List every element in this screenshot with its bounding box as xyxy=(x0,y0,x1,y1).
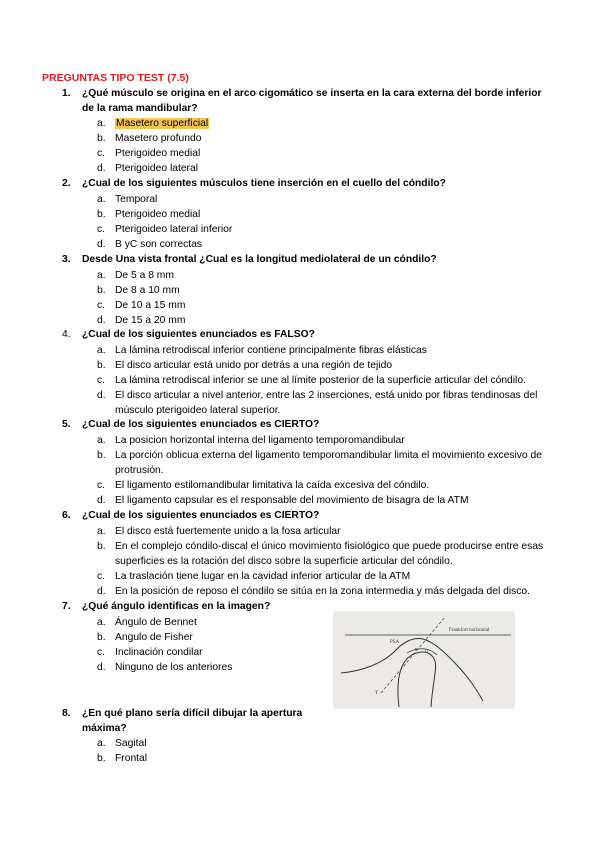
option-d[interactable]: d. El disco articular a nivel anterior, entre las 2 inserciones, está unido por fibras tendinosas del músculo pterigoideo lateral superior. xyxy=(97,390,538,416)
option-d[interactable]: d. En la posición de reposo el cóndilo se sitúa en la zona intermedia y más delgada del disco. xyxy=(97,586,530,597)
option-d[interactable]: d. Pterigoideo lateral xyxy=(97,163,198,174)
option-a[interactable]: a. Sagital xyxy=(97,738,147,749)
option-a[interactable]: a. El disco está fuertemente unido a la fosa articular xyxy=(97,526,341,537)
condylar-angle-figure xyxy=(333,611,515,709)
options-1 xyxy=(97,116,557,176)
question-text: Desde Una vista frontal ¿Cual es la longitud mediolateral de un cóndilo? xyxy=(82,254,437,265)
option-b[interactable]: b. Pterigoideo medial xyxy=(97,209,201,220)
option-c[interactable]: c. Pterigoideo lateral inferior xyxy=(97,224,233,235)
condyle-diagram xyxy=(333,611,515,709)
option-d[interactable]: d. Ninguno de los anteriores xyxy=(97,662,233,673)
fossa-contour xyxy=(341,639,483,701)
option-b[interactable]: b. La porción oblicua externa del ligamento temporomandibular limita el movimiento excesivo de protrusión. xyxy=(97,450,542,476)
question-text: ¿Cual de los siguientes músculos tiene inserción en el cuello del cóndilo? xyxy=(82,178,446,189)
question-text: ¿Cual de los siguientes enunciados es CIERTO? xyxy=(82,510,320,521)
condyle-contour xyxy=(398,652,436,707)
question-text: ¿Qué músculo se origina en el arco cigomático se inserta en la cara externa del borde inferior de la rama mandibular? xyxy=(82,88,542,114)
u-label: U xyxy=(425,649,429,654)
option-c[interactable]: c. Inclinación condilar xyxy=(97,647,203,658)
options-2 xyxy=(97,192,557,252)
question-number: 1. xyxy=(62,88,71,99)
question-number: 5. xyxy=(62,419,71,430)
p-label: P xyxy=(415,647,418,652)
question-text: ¿Cual de los siguientes enunciados es FALSO? xyxy=(82,329,315,340)
option-a[interactable]: a. La posicion horizontal interna del ligamento temporomandibular xyxy=(97,435,405,446)
option-b[interactable]: b. El disco articular está unido por detrás a una región de tejido xyxy=(97,360,393,371)
question-1 xyxy=(62,87,552,116)
option-b[interactable]: b. Frontal xyxy=(97,753,148,764)
option-d[interactable]: d. De 15 a 20 mm xyxy=(97,315,186,326)
page-title: PREGUNTAS TIPO TEST (7.5) xyxy=(42,72,189,84)
option-c[interactable]: c. La lámina retrodiscal inferior se une al límite posterior de la superficie articular del cóndilo. xyxy=(97,375,526,386)
options-4 xyxy=(97,343,557,418)
option-a[interactable]: a. Temporal xyxy=(97,194,158,205)
highlighted-answer: Masetero superficial xyxy=(116,118,209,129)
question-5 xyxy=(62,418,552,433)
option-c[interactable]: c. La traslación tiene lugar en la cavidad inferior articular de la ATM xyxy=(97,571,411,582)
question-number: 2. xyxy=(62,178,71,189)
options-7 xyxy=(97,615,317,675)
question-number: 7. xyxy=(62,601,71,612)
option-a[interactable]: a. Masetero superficial xyxy=(97,118,209,129)
option-c[interactable]: c. De 10 a 15 mm xyxy=(97,300,186,311)
option-c[interactable]: c. El ligamento estilomandibular limitativa la caída excesiva del cóndilo. xyxy=(97,480,430,491)
psa-label: PSA xyxy=(390,640,400,645)
question-number: 6. xyxy=(62,510,71,521)
question-text: ¿Cual de los siguientes enunciados es CIERTO? xyxy=(82,419,320,430)
question-number: 3. xyxy=(62,254,71,265)
question-4 xyxy=(62,328,552,343)
option-c[interactable]: c. Pterigoideo medial xyxy=(97,148,201,159)
options-3 xyxy=(97,268,557,328)
option-a[interactable]: a. De 5 a 8 mm xyxy=(97,270,174,281)
frankfort-label: Frankfort horizontal xyxy=(449,628,490,633)
question-8 xyxy=(62,707,322,736)
question-number: 4. xyxy=(62,329,71,340)
option-d[interactable]: d. B yC son correctas xyxy=(97,239,202,250)
options-6 xyxy=(97,524,557,599)
question-text: ¿En qué plano sería difícil dibujar la apertura máxima? xyxy=(82,708,303,734)
question-2 xyxy=(62,177,552,192)
question-3 xyxy=(62,253,552,268)
option-b[interactable]: b. De 8 a 10 mm xyxy=(97,285,180,296)
question-text: ¿Qué ángulo identificas en la imagen? xyxy=(82,601,271,612)
option-b[interactable]: b. Masetero profundo xyxy=(97,133,202,144)
options-5 xyxy=(97,433,557,508)
question-6 xyxy=(62,509,552,524)
question-number: 8. xyxy=(62,708,71,719)
option-b[interactable]: b. Angulo de Fisher xyxy=(97,632,193,643)
option-b[interactable]: b. En el complejo cóndilo-discal el único movimiento fisiológico que puede producirse entre esas superficies es la rotación del disco sobre la superficie articular del cóndilo. xyxy=(97,541,544,567)
question-7 xyxy=(62,600,322,615)
t-label: T xyxy=(375,691,379,696)
options-8 xyxy=(97,736,317,766)
option-d[interactable]: d. El ligamento capsular es el responsable del movimiento de bisagra de la ATM xyxy=(97,495,469,506)
option-a[interactable]: a. Ángulo de Bennet xyxy=(97,617,197,628)
option-a[interactable]: a. La lámina retrodiscal inferior contiene principalmente fibras elásticas xyxy=(97,345,427,356)
